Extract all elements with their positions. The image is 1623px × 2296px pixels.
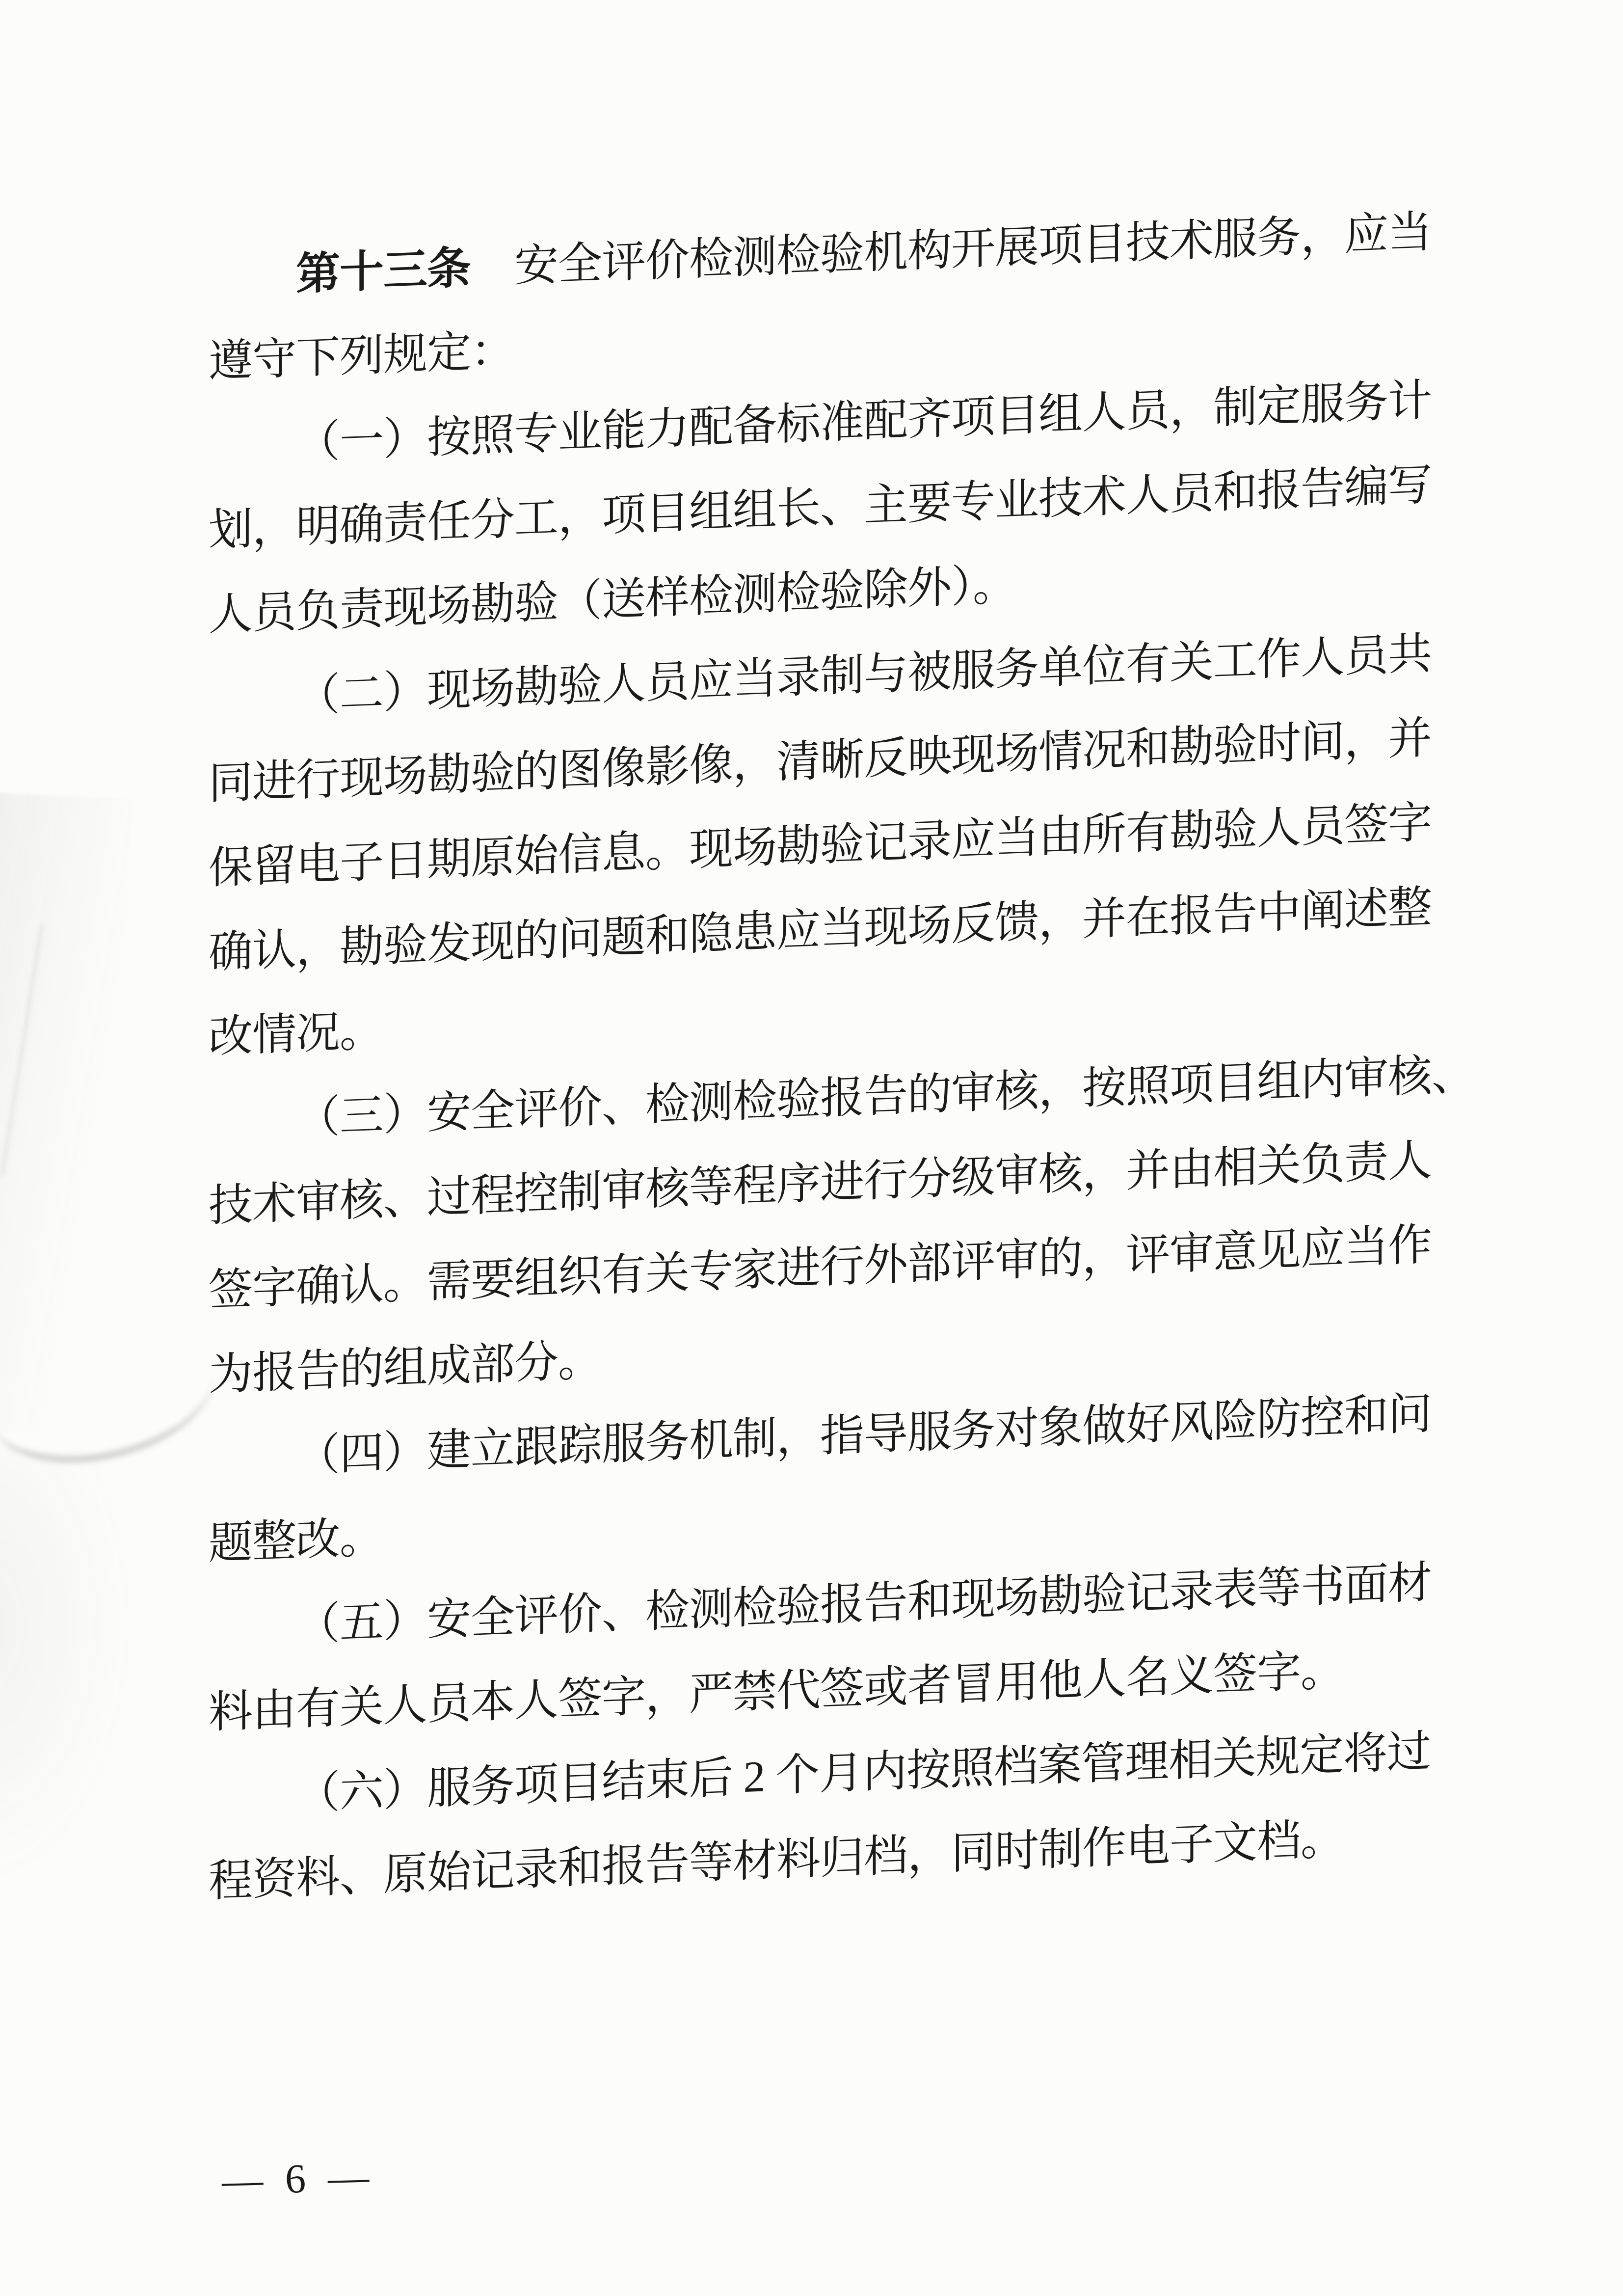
text-segment: 程资料、原始记录和报告等材料归档，同时制作电子文档。 [209, 1815, 1344, 1906]
scan-shadow-artifact [0, 1448, 137, 1890]
text-segment: 技术审核、过程控制审核等程序进行分级审核，并由相关负责人 [209, 1136, 1432, 1231]
scan-fold-shadow-artifact [0, 1308, 225, 1476]
text-segment: 同进行现场勘验的图像影像，清晰反映现场情况和勘验时间，并 [209, 714, 1432, 809]
text-segment: （四）建立跟踪服务机制，指导服务对象做好风险防控和问 [296, 1389, 1432, 1481]
text-segment: （一）按照专业能力配备标准配齐项目组人员，制定服务计 [296, 376, 1432, 468]
page-number: — 6 — [221, 2154, 376, 2204]
scan-crease-artifact [0, 924, 45, 1177]
text-segment: 安全评价检测检验机构开展项目技术服务，应当 [471, 208, 1432, 293]
scan-crease-artifact [0, 792, 132, 1436]
text-segment: 划，明确责任分工，项目组组长、主要专业技术人员和报告编写 [209, 460, 1432, 555]
article-number-heading: 第十三条 [296, 243, 471, 299]
text-segment: （二）现场勘验人员应当录制与被服务单位有关工作人员共 [296, 629, 1432, 721]
text-segment: 为报告的组成部分。 [209, 1336, 602, 1400]
text-segment: （六）服务项目结束后 2 个月内按照档案管理相关规定将过 [296, 1727, 1431, 1819]
text-segment: 签字确认。需要组织有关专家进行外部评审的，评审意见应当作 [209, 1220, 1432, 1315]
text-segment: 料由有关人员本人签字，严禁代签或者冒用他人名义签字。 [209, 1646, 1344, 1737]
text-segment: 遵守下列规定： [209, 326, 514, 386]
text-segment: （三）安全评价、检测检验报告的审核，按照项目组内审核、 [296, 1050, 1475, 1143]
text-segment: 题整改。 [209, 1513, 383, 1568]
document-body [209, 189, 1475, 1924]
text-segment: 人员负责现场勘验（送样检测检验除外）。 [209, 561, 1016, 640]
text-segment: 改情况。 [209, 1006, 383, 1062]
text-segment: 保留电子日期原始信息。现场勘验记录应当由所有勘验人员签字 [209, 798, 1432, 893]
text-segment: 确认，勘验发现的问题和隐患应当现场反馈，并在报告中阐述整 [209, 883, 1432, 977]
text-segment: （五）安全评价、检测检验报告和现场勘验记录表等书面材 [296, 1558, 1432, 1650]
